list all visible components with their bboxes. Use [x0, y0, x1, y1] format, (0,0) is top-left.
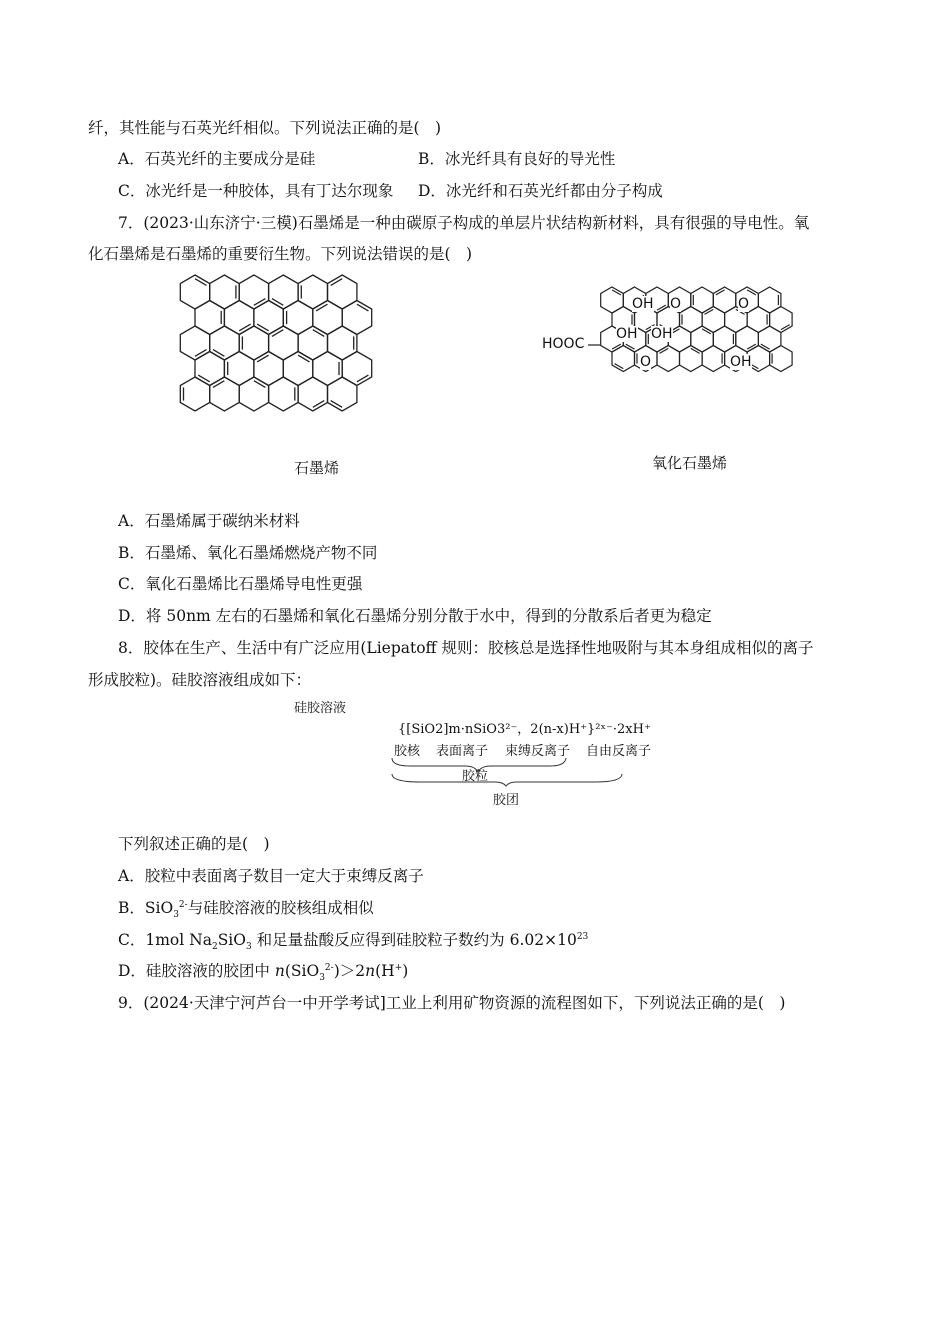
q8-option-c-head: C．1mol Na: [118, 931, 212, 949]
hexagon-ring: [283, 301, 313, 335]
q7-option-c: C．氧化石墨烯比石墨烯导电性更强: [118, 575, 363, 593]
q7-stem-line2: 化石墨烯是石墨烯的重要衍生物。下列说法错误的是( ): [88, 245, 473, 263]
q7-stem-line1: 7．(2023·山东济宁·三模)石墨烯是一种由碳原子构成的单层片状结构新材料，具有很强的导电性。氧: [118, 214, 810, 232]
hexagon-ring: [342, 352, 372, 386]
hexagon-ring: [254, 352, 283, 386]
q6-option-b: B．冰光纤具有良好的导光性: [418, 150, 616, 168]
q8-question: 下列叙述正确的是( ): [118, 835, 270, 853]
hexagon-ring: [680, 346, 703, 372]
hexagon-ring: [180, 326, 209, 360]
oh-group-label: OH: [616, 326, 638, 342]
q8-option-c: C．1mol $Na_2SiO_3$ 和足量盐酸反应得到硅胶粒子数约为 $6.02\times 10^{23}$: [118, 931, 589, 953]
q8-option-c-mid: SiO: [217, 931, 246, 949]
q8-option-b: B．SiO$_3^{2-}$与硅胶溶液的胶核组成相似: [118, 899, 374, 921]
oh-group-label: OH: [632, 296, 654, 312]
q8-option-c-exponent: 23: [576, 931, 589, 942]
hexagon-ring: [298, 275, 327, 309]
hexagon-ring: [657, 346, 680, 372]
epoxy-o-label: O: [670, 296, 682, 312]
hexagon-ring: [224, 352, 254, 386]
brace-label-particle: 胶粒: [462, 769, 489, 784]
graphene-structure-figure: [170, 270, 470, 450]
q6-options-row2: [118, 181, 818, 201]
oh-group-label: OH: [651, 326, 673, 342]
q7-option-a: A．石墨烯属于碳纳米材料: [118, 512, 300, 530]
q8-option-d: D．硅胶溶液的胶团中 n(SiO$_3^{2-}$)＞2n(H+): [118, 962, 409, 984]
hexagon-ring: [313, 352, 342, 386]
hexagon-ring: [298, 377, 327, 411]
double-bond: [239, 324, 251, 331]
q6-option-d: D．冰光纤和石英光纤都由分子构成: [418, 182, 663, 200]
q8-option-d-head: D．硅胶溶液的胶团中: [118, 962, 275, 980]
hexagon-ring: [210, 326, 240, 360]
graphene-oxide-caption: 氧化石墨烯: [652, 454, 728, 472]
brace-label-micelle: 胶团: [493, 793, 520, 808]
q8-stem-line1: 8．胶体在生产、生活中有广泛应用(Liepatoff 规则：胶核总是选择性地吸附与其本身组成相似的离子: [118, 639, 814, 657]
q7-option-b: B．石墨烯、氧化石墨烯燃烧产物不同: [118, 544, 378, 562]
double-bond: [213, 381, 224, 388]
q7-option-d: D．将 50nm 左右的石墨烯和氧化石墨烯分别分散于水中，得到的分散系后者更为稳定: [118, 607, 712, 625]
q8-stem-line2: 形成胶粒)。硅胶溶液组成如下：: [88, 671, 312, 689]
double-bond: [254, 299, 266, 306]
hexagon-ring: [239, 275, 268, 309]
q8-option-a: A．胶粒中表面离子数目一定大于束缚反离子: [118, 867, 424, 885]
q6-option-c: C．冰光纤是一种胶体，具有丁达尔现象: [118, 182, 394, 200]
q8-option-c-text: 和足量盐酸反应得到硅胶粒子数约为 6.02×10: [256, 931, 577, 949]
hexagon-ring: [702, 346, 725, 372]
double-bond: [195, 279, 207, 286]
graphene-caption: 石墨烯: [294, 459, 340, 477]
q6-option-a: A．石英光纤的主要成分是硅: [118, 150, 316, 168]
hexagon-ring: [239, 326, 268, 360]
double-bond: [257, 324, 269, 331]
silica-sol-title: 硅胶溶液: [294, 701, 347, 716]
double-bond: [257, 355, 269, 362]
hexagon-ring: [269, 275, 299, 309]
epoxy-o-label: O: [738, 296, 750, 312]
hexagon-ring: [195, 301, 224, 335]
hooc-group-label: HOOC: [542, 336, 585, 352]
double-bond: [313, 401, 325, 408]
graphene-oxide-structure-figure: [590, 282, 820, 417]
q9-stem: 9．(2024·天津宁河芦台一中开学考试]工业上利用矿物资源的流程图如下，下列说法正确的是( ): [118, 994, 786, 1012]
brace-colloid-particle: [390, 756, 630, 786]
hexagon-ring: [298, 326, 327, 360]
micelle-formula: {[SiO2]m·nSiO3²⁻，2(n-x)H⁺}²ˣ⁻·2xH⁺: [398, 722, 651, 737]
double-bond: [331, 279, 343, 286]
hexagon-ring: [239, 377, 268, 411]
double-bond: [272, 330, 283, 337]
hexagon-ring: [269, 377, 299, 411]
label-surface-ions: 表面离子: [436, 744, 489, 759]
q8-option-b-text: 与硅胶溶液的胶核组成相似: [187, 899, 374, 917]
double-bond: [195, 350, 207, 357]
hexagon-ring: [612, 346, 635, 372]
hexagon-ring: [283, 352, 313, 386]
hexagon-ring: [195, 352, 224, 386]
hexagon-ring: [328, 326, 357, 360]
double-bond: [357, 304, 369, 311]
double-bond: [357, 375, 369, 382]
hexagon-ring: [180, 275, 209, 309]
epoxy-o-label: O: [640, 354, 652, 370]
hexagon-ring: [210, 275, 240, 309]
double-bond: [213, 350, 224, 357]
oh-group-label: OH: [730, 354, 752, 370]
double-bond: [316, 304, 328, 311]
double-bond: [298, 355, 309, 362]
label-bound-counterions: 束缚反离子: [505, 744, 571, 759]
hexagon-ring: [269, 326, 299, 360]
hexagon-ring: [770, 346, 793, 372]
hexagon-ring: [328, 275, 357, 309]
double-bond: [272, 299, 283, 306]
double-bond: [254, 381, 266, 388]
hexagon-ring: [328, 377, 357, 411]
q6-stem-tail: 纤，其性能与石英光纤相似。下列说法正确的是( ): [88, 119, 442, 137]
hexagon-ring: [254, 301, 283, 335]
label-free-counterions: 自由反离子: [586, 744, 652, 759]
q6-options-row1: [118, 149, 818, 169]
hexagon-ring: [180, 377, 209, 411]
hexagon-ring: [210, 377, 240, 411]
double-bond: [198, 375, 210, 382]
hexagon-ring: [313, 301, 342, 335]
double-bond: [331, 401, 343, 408]
label-core: 胶核: [394, 744, 421, 759]
hexagon-ring: [224, 301, 254, 335]
hexagon-ring: [342, 301, 372, 335]
double-bond: [313, 330, 325, 337]
